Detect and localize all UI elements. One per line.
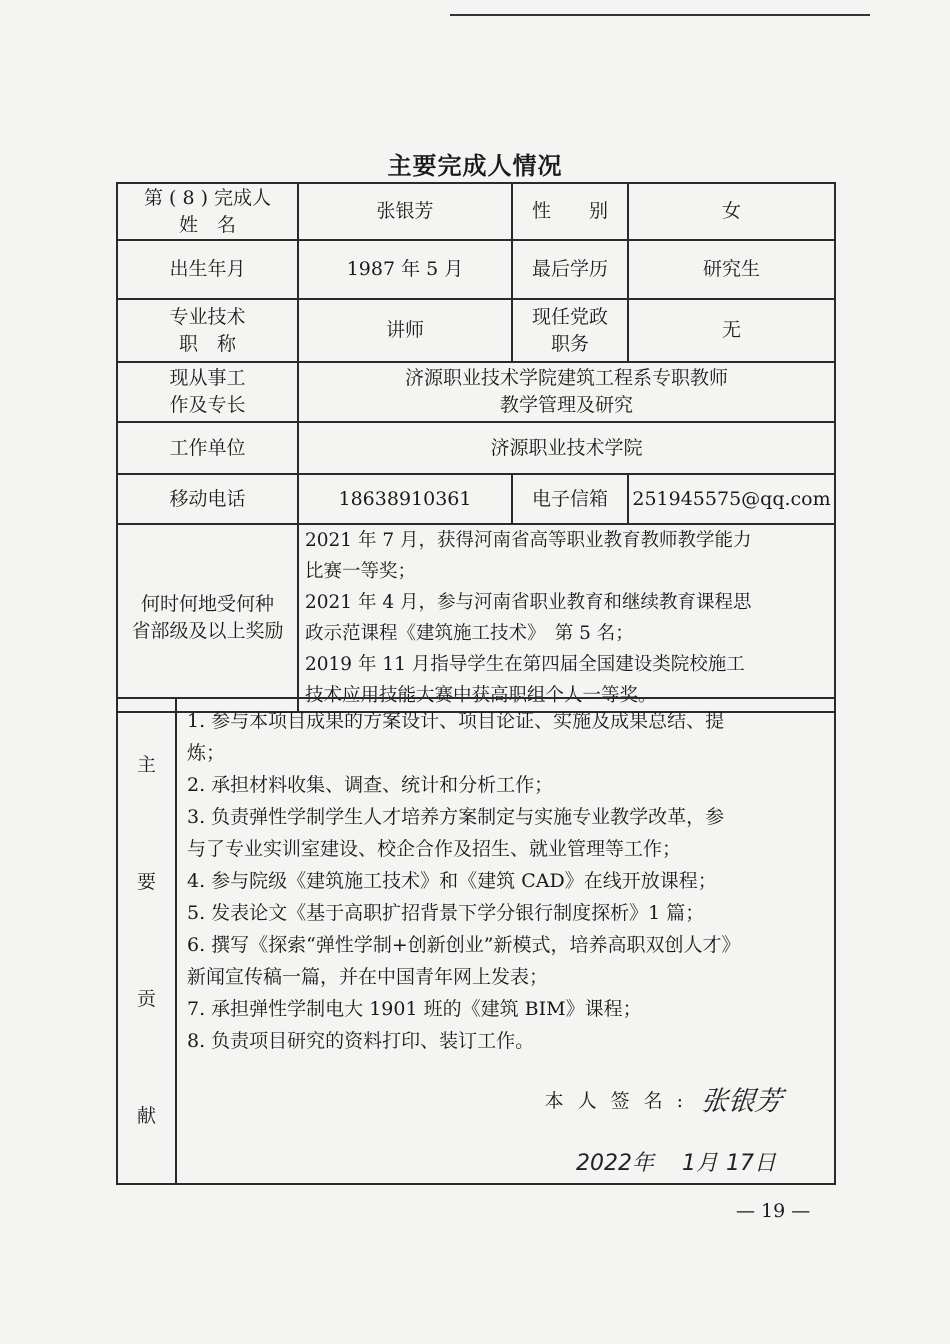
work-label: 现从事工 作及专长 <box>117 362 298 422</box>
contribution-table <box>116 697 836 1185</box>
row-work <box>117 362 835 422</box>
name-value: 张银芳 <box>298 183 512 240</box>
row-title <box>117 299 835 362</box>
education-label: 最后学历 <box>512 240 628 299</box>
post-value: 无 <box>628 299 835 362</box>
gender-value: 女 <box>628 183 835 240</box>
signature-line <box>187 1079 826 1123</box>
row-name <box>117 183 835 240</box>
birth-value: 1987 年 5 月 <box>298 240 512 299</box>
row-employer <box>117 422 835 474</box>
title-value: 讲师 <box>298 299 512 362</box>
handwritten-signature: 张银芳 <box>699 1085 784 1117</box>
page-title: 主要完成人情况 <box>387 151 563 180</box>
education-value: 研究生 <box>628 240 835 299</box>
contribution-content: 1. 参与本项目成果的方案设计、项目论证、实施及成果总结、提 炼； 2. 承担材料收集、调查、统计和分析工作； 3. 负责弹性学制学生人才培养方案制定与实施专业教学改革，参 与了专业实训室建设、校企合作及招生、就业管理等工作； 4. 参与院级《建筑施工技术》和《建筑 CAD》在线开放课程； 5. 发表论文《基于高职扩招背景下学分银行制度探析》1 篇； 6. 撰写《探索“弹性学制+创新创业”新模式，培养高职双创人才》 新闻宣传稿一篇，并在中国青年网上发表； 7. 承担弹性学制电大 1901 班的《建筑 BIM》课程； 8. 负责项目研究的资料打印、装订工作。 本人签名: 张银芳 2022年 1月 17日 <box>176 698 835 1184</box>
phone-label: 移动电话 <box>117 474 298 524</box>
name-label: 第 ( 8 ) 完成人 姓 名 <box>117 183 298 240</box>
phone-value: 18638910361 <box>298 474 512 524</box>
top-rule <box>450 14 870 16</box>
date-month: 1月 <box>682 1150 718 1176</box>
employer-label: 工作单位 <box>117 422 298 474</box>
email-value: 251945575@qq.com <box>628 474 835 524</box>
info-table <box>116 182 836 713</box>
work-value: 济源职业技术学院建筑工程系专职教师 教学管理及研究 <box>298 362 835 422</box>
title-label: 专业技术 职 称 <box>117 299 298 362</box>
row-contact <box>117 474 835 524</box>
post-label: 现任党政 职务 <box>512 299 628 362</box>
row-birth <box>117 240 835 299</box>
contribution-label: 主 要 贡 献 <box>117 698 176 1184</box>
awards-label: 何时何地受何种 省部级及以上奖励 <box>117 524 298 712</box>
employer-value: 济源职业技术学院 <box>298 422 835 474</box>
row-awards <box>117 524 835 712</box>
birth-label: 出生年月 <box>117 240 298 299</box>
gender-label: 性 别 <box>512 183 628 240</box>
date-year: 2022年 <box>576 1150 654 1176</box>
page-number: — 19 — <box>736 1200 811 1222</box>
signature-date <box>187 1143 826 1183</box>
awards-value: 2021 年 7 月，获得河南省高等职业教育教师教学能力 比赛一等奖； 2021 年 4 月，参与河南省职业教育和继续教育课程思 政示范课程《建筑施工技术》 第 5 名； 2019 年 11 月指导学生在第四届全国建设类院校施工 技术应用技能大赛中获高职组个人一等奖。 <box>298 524 835 712</box>
signature-label: 本人签名: <box>544 1089 697 1112</box>
date-day: 17日 <box>726 1150 776 1176</box>
email-label: 电子信箱 <box>512 474 628 524</box>
